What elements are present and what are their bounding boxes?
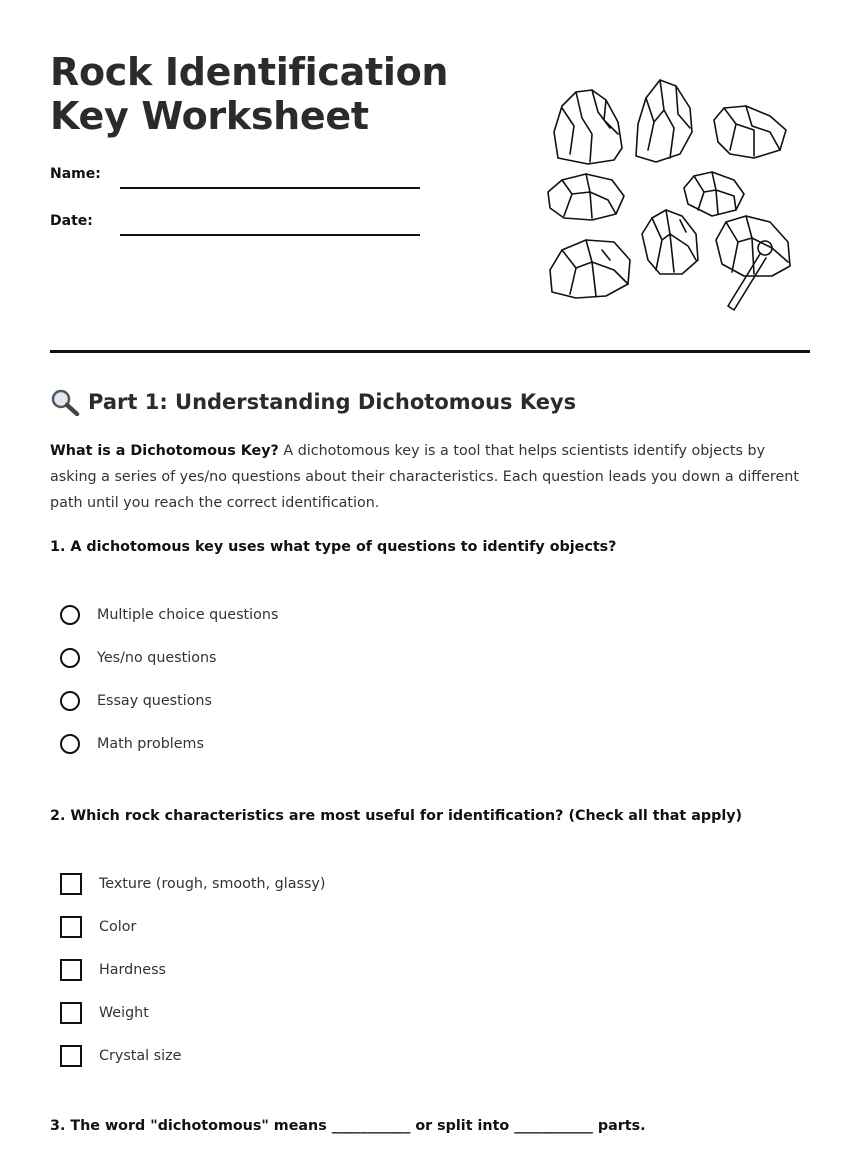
option-label: Multiple choice questions — [97, 606, 279, 623]
checkbox[interactable] — [60, 959, 82, 981]
checkbox-option[interactable] — [60, 905, 325, 948]
option-label: Color — [99, 918, 137, 935]
radio-button[interactable] — [60, 734, 80, 754]
checkbox[interactable] — [60, 1045, 82, 1067]
question-1: 1. A dichotomous key uses what type of questions to identify objects? — [50, 539, 617, 555]
worksheet-title: Rock Identification Key Worksheet — [50, 50, 449, 138]
question-1-options — [60, 593, 278, 765]
checkbox-option[interactable] — [60, 862, 325, 905]
date-label: Date: — [50, 213, 93, 229]
radio-option[interactable] — [60, 636, 278, 679]
option-label: Crystal size — [99, 1047, 182, 1064]
name-field[interactable] — [120, 187, 420, 189]
checkbox[interactable] — [60, 1002, 82, 1024]
option-label: Essay questions — [97, 692, 212, 709]
option-label: Hardness — [99, 961, 166, 978]
radio-option[interactable] — [60, 679, 278, 722]
radio-button[interactable] — [60, 691, 80, 711]
checkbox-option[interactable] — [60, 1034, 325, 1077]
rocks-illustration-icon — [540, 70, 810, 320]
question-3: 3. The word "dichotomous" means ___________ or split into ___________ parts. — [50, 1118, 646, 1134]
intro-term: What is a Dichotomous Key? — [50, 443, 279, 459]
radio-option[interactable] — [60, 593, 278, 636]
section-title: Part 1: Understanding Dichotomous Keys — [88, 390, 577, 414]
option-label: Weight — [99, 1004, 149, 1021]
radio-button[interactable] — [60, 648, 80, 668]
radio-button[interactable] — [60, 605, 80, 625]
checkbox-option[interactable] — [60, 991, 325, 1034]
question-2: 2. Which rock characteristics are most useful for identification? (Check all that apply) — [50, 808, 743, 824]
part1-heading — [50, 388, 576, 416]
option-label: Yes/no questions — [97, 649, 217, 666]
checkbox-option[interactable] — [60, 948, 325, 991]
option-label: Texture (rough, smooth, glassy) — [99, 875, 326, 892]
name-label: Name: — [50, 166, 101, 182]
header-divider — [50, 350, 810, 353]
intro-text: A dichotomous key is a tool that helps scientists identify objects by asking a series of yes/no questions about their characteristics. Each question leads you down a different path until you reach the correct identification. — [50, 443, 799, 511]
magnifying-glass-icon — [50, 388, 80, 416]
radio-option[interactable] — [60, 722, 278, 765]
question-2-options — [60, 862, 325, 1077]
date-field[interactable] — [120, 234, 420, 236]
option-label: Math problems — [97, 735, 204, 752]
intro-paragraph — [50, 438, 810, 516]
checkbox[interactable] — [60, 916, 82, 938]
checkbox[interactable] — [60, 873, 82, 895]
